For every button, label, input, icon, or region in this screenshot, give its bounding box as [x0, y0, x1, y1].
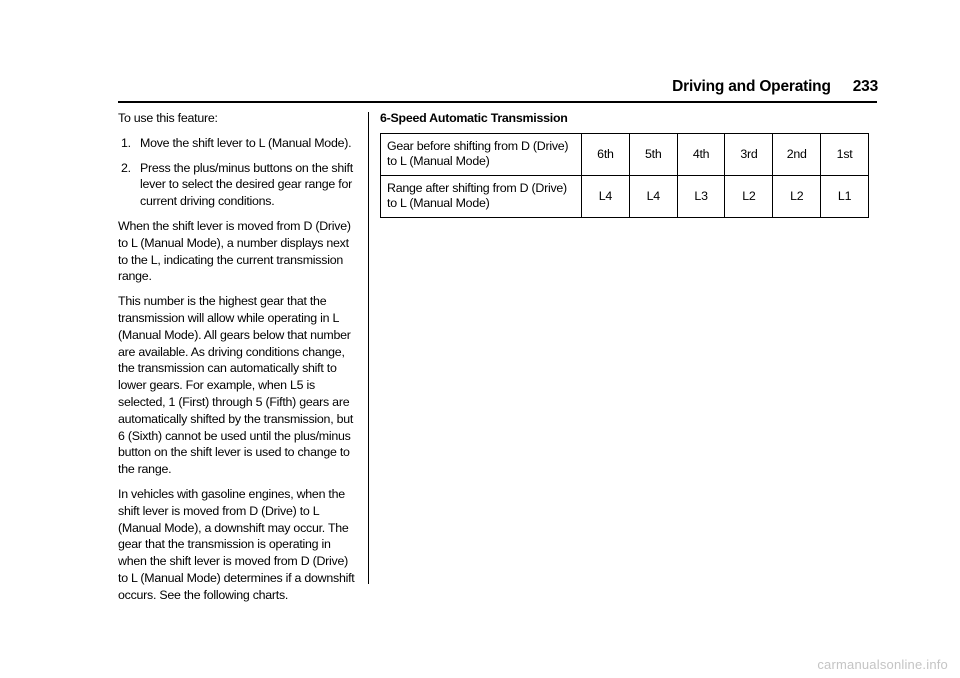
table-cell: 1st — [821, 133, 869, 175]
table-cell: L4 — [582, 175, 630, 217]
table-row — [381, 175, 869, 217]
step-text: Move the shift lever to L (Manual Mode). — [140, 135, 352, 150]
step-item — [118, 160, 358, 210]
right-column — [380, 110, 880, 218]
paragraph-highest-gear: This number is the highest gear that the transmission will allow while operating in L (Manual Mode). All gears below that number are available. As driving conditions change, the transmission can automatically shift to lower gears. For example, when L5 is selected, 1 (First) through 5 (Fifth) gears are automatically shifted by the transmission, but 6 (Sixth) cannot be used until the plus/minus button on the shift lever is used to change to the range. — [118, 294, 354, 477]
watermark-text: carmanualsonline.info — [817, 657, 948, 672]
intro-text: To use this feature: — [118, 111, 218, 125]
section-title: Driving and Operating — [672, 78, 831, 95]
step-number: 1. — [121, 135, 131, 150]
row-label: Range after shifting from D (Drive) to L (Manual Mode) — [381, 175, 582, 217]
table-cell: 3rd — [725, 133, 773, 175]
table-cell: 2nd — [773, 133, 821, 175]
step-number: 2. — [121, 160, 131, 175]
step-item — [118, 135, 358, 152]
table-cell: L2 — [773, 175, 821, 217]
table-cell: L2 — [725, 175, 773, 217]
table-cell: L1 — [821, 175, 869, 217]
table-cell: 6th — [582, 133, 630, 175]
paragraph-gasoline-downshift: In vehicles with gasoline engines, when the shift lever is moved from D (Drive) to L (Manual Mode), a downshift may occur. The gear that the transmission is operating in when the shift lever is moved from D (Drive) to L (Manual Mode) determines if a downshift occurs. See the following charts. — [118, 486, 355, 602]
table-cell: 5th — [629, 133, 677, 175]
table-cell: L4 — [629, 175, 677, 217]
page-number: 233 — [852, 78, 878, 95]
header-rule — [118, 101, 877, 103]
left-column — [118, 110, 358, 612]
table-row — [381, 133, 869, 175]
table-title: 6-Speed Automatic Transmission — [380, 111, 568, 125]
column-divider — [368, 112, 369, 584]
steps-list — [118, 135, 358, 210]
row-label: Gear before shifting from D (Drive) to L (Manual Mode) — [381, 133, 582, 175]
paragraph-shift-display: When the shift lever is moved from D (Drive) to L (Manual Mode), a number displays next to the L, indicating the current transmission range. — [118, 218, 351, 284]
page-header — [660, 78, 878, 96]
table-cell: 4th — [677, 133, 725, 175]
step-text: Press the plus/minus buttons on the shift lever to select the desired gear range for current driving conditions. — [140, 160, 353, 209]
table-cell: L3 — [677, 175, 725, 217]
gear-range-table — [380, 133, 869, 218]
